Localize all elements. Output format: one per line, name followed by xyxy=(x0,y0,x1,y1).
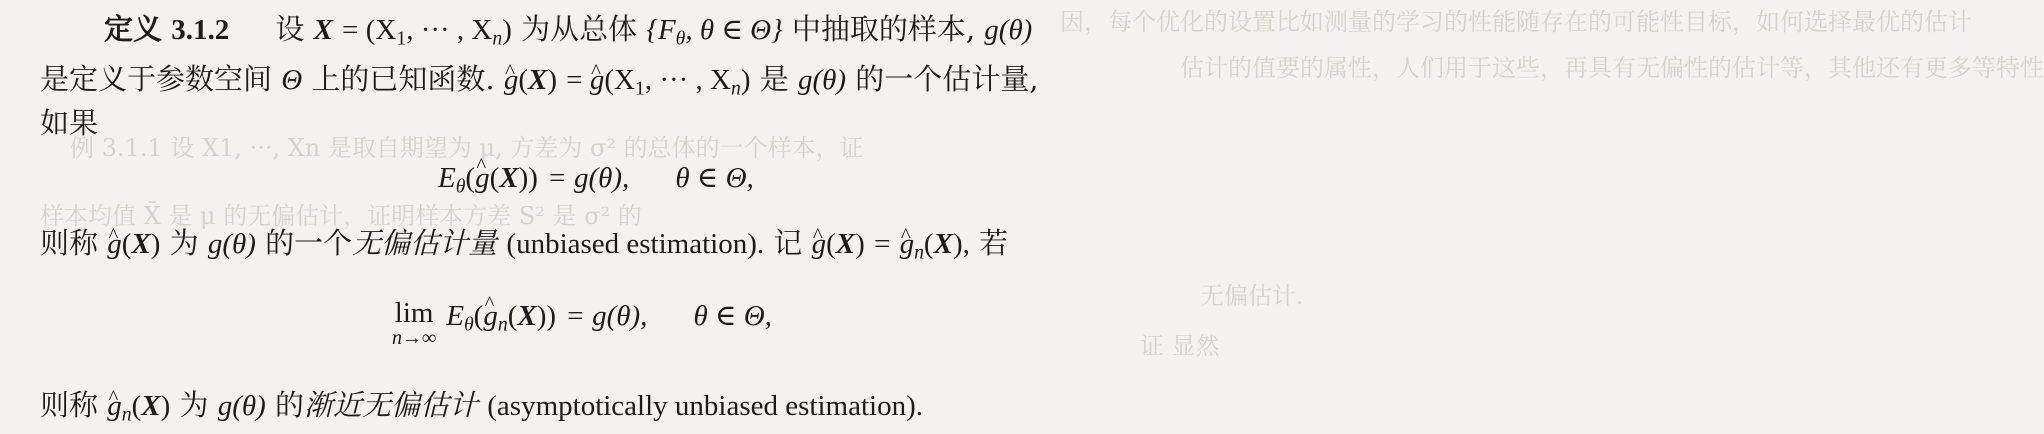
line4-comma: , xyxy=(962,228,970,260)
english-unbiased: (unbiased estimation). xyxy=(506,228,765,260)
term-asymptotic: 渐近无偏估计 xyxy=(304,388,479,422)
definition-line-4 xyxy=(40,224,1008,263)
eq1-g-hat: ^ g xyxy=(475,162,490,195)
bleed-line: 样本均值 X̄ 是 μ 的无偏估计，证明样本方差 S² 是 σ² 的 xyxy=(40,202,642,230)
subscript-n: n xyxy=(121,403,132,426)
equals-sign: = xyxy=(566,64,590,96)
eq2-paren-open: ( xyxy=(507,300,518,332)
subscript-n: n xyxy=(731,77,741,100)
estimator-g-hat: ^ g xyxy=(504,61,519,99)
bleed-line: 因，每个优化的设置比如测量的学习的性能随存在的可能性目标，如何选择最优的估计 xyxy=(1060,8,1972,36)
set-text: 设 xyxy=(275,12,305,46)
eq2-condition: θ ∈ Θ, xyxy=(693,300,772,332)
estimator-g-hat-2: ^ g xyxy=(590,61,605,99)
population-text: 为从总体 xyxy=(521,12,638,46)
limit-operator xyxy=(392,298,436,348)
of-text: 的 xyxy=(275,388,305,422)
expectation-e: E xyxy=(438,162,456,194)
line4-paren-open-2: ( xyxy=(826,228,836,260)
theta-space: Θ xyxy=(281,64,303,96)
sample-variable: X xyxy=(313,14,333,46)
line4-g-hat-n: ^ g xyxy=(900,225,915,263)
eq2-rhs: = g(θ), xyxy=(565,300,648,332)
english-asymptotic: (asymptotically unbiased estimation). xyxy=(487,390,923,422)
bleed-line: 证 显然 xyxy=(1140,332,1220,360)
line4-x: X xyxy=(131,228,151,260)
line2-text-a: 是定义于参数空间 xyxy=(40,62,273,96)
line4-paren-close: ) xyxy=(150,228,161,260)
tuple-mid: , ··· , X xyxy=(644,64,731,96)
line4-paren-close-3: ) xyxy=(952,228,963,260)
is-text: 是 xyxy=(759,62,789,96)
definition-line-5 xyxy=(40,386,923,425)
line5-paren-close: ) xyxy=(160,390,171,422)
bleed-line: 估计的值要的属性，人们用于这些，再具有无偏性的估计等，其他还有更多等特性 xyxy=(1180,54,2044,82)
line2-tail: 的一个估计量, xyxy=(855,62,1039,96)
g-theta: g(θ) xyxy=(984,14,1033,46)
line4-paren-open-3: ( xyxy=(923,228,934,260)
subscript-n: n xyxy=(914,241,924,264)
sample-tuple-mid: , ··· , X xyxy=(406,14,493,46)
line5-g-hat: ^ g xyxy=(107,387,122,425)
subscript-theta: θ xyxy=(463,313,474,336)
is-text: 为 xyxy=(169,226,199,260)
definition-line-3 xyxy=(40,104,98,142)
g-theta: g(θ) xyxy=(797,64,847,96)
subscript-n: n xyxy=(497,313,508,336)
line5-paren-open: ( xyxy=(131,390,142,422)
estimator-x: X xyxy=(528,64,548,96)
family-open: {F xyxy=(646,14,676,46)
eq1-condition: θ ∈ Θ, xyxy=(675,162,754,194)
definition-heading: 定义 xyxy=(104,12,163,46)
line5-x: X xyxy=(141,390,161,422)
paren-close: ) xyxy=(547,64,558,96)
call-text: 则称 xyxy=(40,226,99,260)
eq1-paren-open: ( xyxy=(489,162,500,194)
g-theta: g(θ) xyxy=(207,228,256,260)
eq2-e: E xyxy=(446,300,464,332)
bleed-line: 例 3.1.1 设 X1, ···, Xn 是取自期望为 μ, 方差为 σ² 的总体的一个样本，证 xyxy=(70,134,864,162)
lim-word: lim xyxy=(394,297,434,329)
tuple-close: ) xyxy=(740,64,751,96)
eq2-close: )) xyxy=(536,300,557,332)
line4-paren-open: ( xyxy=(121,228,132,260)
eq1-x: X xyxy=(499,162,519,194)
subscript-1: 1 xyxy=(396,27,407,50)
eq1-close: )) xyxy=(518,162,538,194)
of-text: 的一个 xyxy=(265,226,353,260)
sample-tuple-close: ) xyxy=(502,14,512,46)
eq2-x: X xyxy=(517,300,537,332)
paren-open: ( xyxy=(518,64,529,96)
equation-unbiased xyxy=(438,160,754,198)
subscript-theta: θ xyxy=(455,175,466,198)
g-theta: g(θ) xyxy=(217,390,266,422)
line4-x-2: X xyxy=(835,228,856,260)
line2-text-b: 上的已知函数. xyxy=(311,62,495,96)
eq2-open: ( xyxy=(473,300,484,332)
bleed-line: 无偏估计. xyxy=(1200,282,1304,310)
definition-number: 3.1.2 xyxy=(171,14,230,46)
if-text: 如果 xyxy=(40,106,99,140)
note-text: 记 xyxy=(773,226,803,260)
definition-line-2 xyxy=(40,60,1038,99)
term-unbiased: 无偏估计量 xyxy=(352,226,498,260)
family-rest: , θ ∈ Θ} xyxy=(685,14,783,46)
eq2-g-hat: ^ g xyxy=(483,300,498,333)
equation-asymptotic xyxy=(392,298,772,348)
subscript-1: 1 xyxy=(634,77,645,100)
definition-line-1 xyxy=(104,10,1032,49)
line4-paren-close-2: ) xyxy=(855,228,865,260)
call-text: 则称 xyxy=(40,388,99,422)
tuple-open: (X xyxy=(604,64,635,96)
line4-x-3: X xyxy=(933,228,953,260)
eq1-rhs: = g(θ), xyxy=(547,162,630,194)
subscript-theta: θ xyxy=(675,27,686,50)
subscript-n: n xyxy=(492,27,503,50)
sample-tuple-open: = (X xyxy=(342,14,397,46)
if-text-2: 若 xyxy=(979,226,1009,260)
line4-g-hat-2: ^ g xyxy=(812,225,827,263)
is-text: 为 xyxy=(179,388,209,422)
line4-g-hat: ^ g xyxy=(107,225,122,263)
sampled-text: 中抽取的样本, xyxy=(791,12,976,46)
lim-under: n→∞ xyxy=(392,327,437,349)
eq1-open: ( xyxy=(465,162,476,194)
line4-equals: = xyxy=(873,228,891,260)
